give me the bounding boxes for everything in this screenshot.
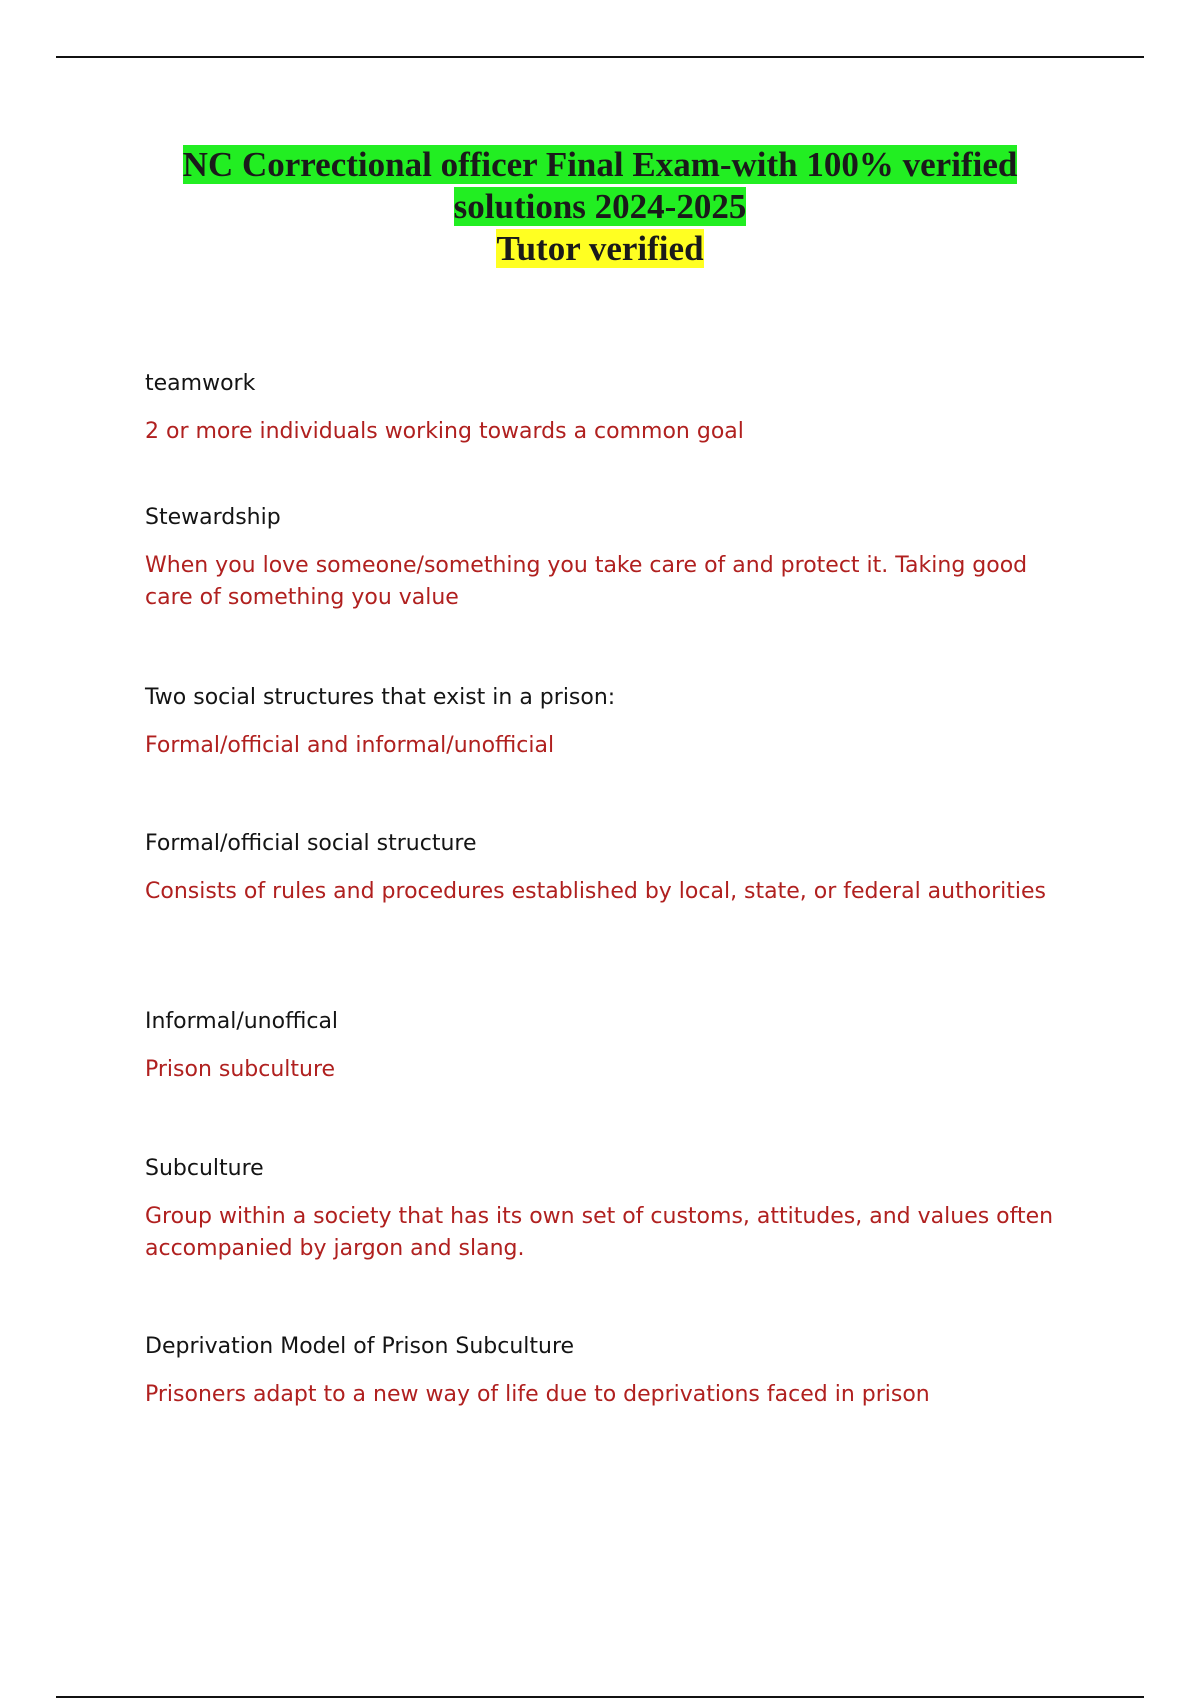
flashcard-definition: 2 or more individuals working towards a common goal [145, 419, 744, 444]
title-line-1-row [56, 144, 1144, 186]
flashcard-item [145, 1153, 1065, 1331]
flashcard-term: Stewardship [145, 505, 281, 530]
flashcard-definition: When you love someone/something you take care of and protect it. Taking good care of something you value [145, 553, 1028, 610]
document-title-line-2: solutions 2024-2025 [453, 187, 747, 226]
flashcard-term: Deprivation Model of Prison Subculture [145, 1334, 575, 1359]
flashcard-definition: Prison subculture [145, 1057, 336, 1082]
flashcard-definition: Prisoners adapt to a new way of life due to deprivations faced in prison [145, 1382, 930, 1407]
top-rule [56, 56, 1144, 58]
flashcard-definition: Consists of rules and procedures established by local, state, or federal authorities [145, 879, 1047, 904]
flashcard-term: Two social structures that exist in a prison: [145, 685, 616, 710]
title-line-2-row [56, 186, 1144, 228]
flashcard-list [145, 368, 1065, 1411]
flashcard-term: teamwork [145, 371, 256, 396]
flashcard-term: Subculture [145, 1156, 264, 1181]
flashcard-definition: Group within a society that has its own set of customs, attitudes, and values often accompanied by jargon and slang. [145, 1204, 1054, 1261]
flashcard-item [145, 502, 1065, 682]
flashcard-definition: Formal/official and informal/unofficial [145, 733, 555, 758]
flashcard-item [145, 368, 1065, 502]
document-title-line-1: NC Correctional officer Final Exam-with 100% verified [182, 145, 1018, 184]
document-subtitle: Tutor verified [496, 229, 704, 268]
document-title-block [56, 144, 1144, 270]
subtitle-row [56, 228, 1144, 270]
flashcard-item [145, 682, 1065, 828]
flashcard-item [145, 1331, 1065, 1411]
flashcard-term: Formal/official social structure [145, 831, 477, 856]
flashcard-item [145, 828, 1065, 1006]
bottom-rule [56, 1696, 1144, 1698]
flashcard-item [145, 1006, 1065, 1153]
flashcard-term: Informal/unoffical [145, 1009, 339, 1034]
